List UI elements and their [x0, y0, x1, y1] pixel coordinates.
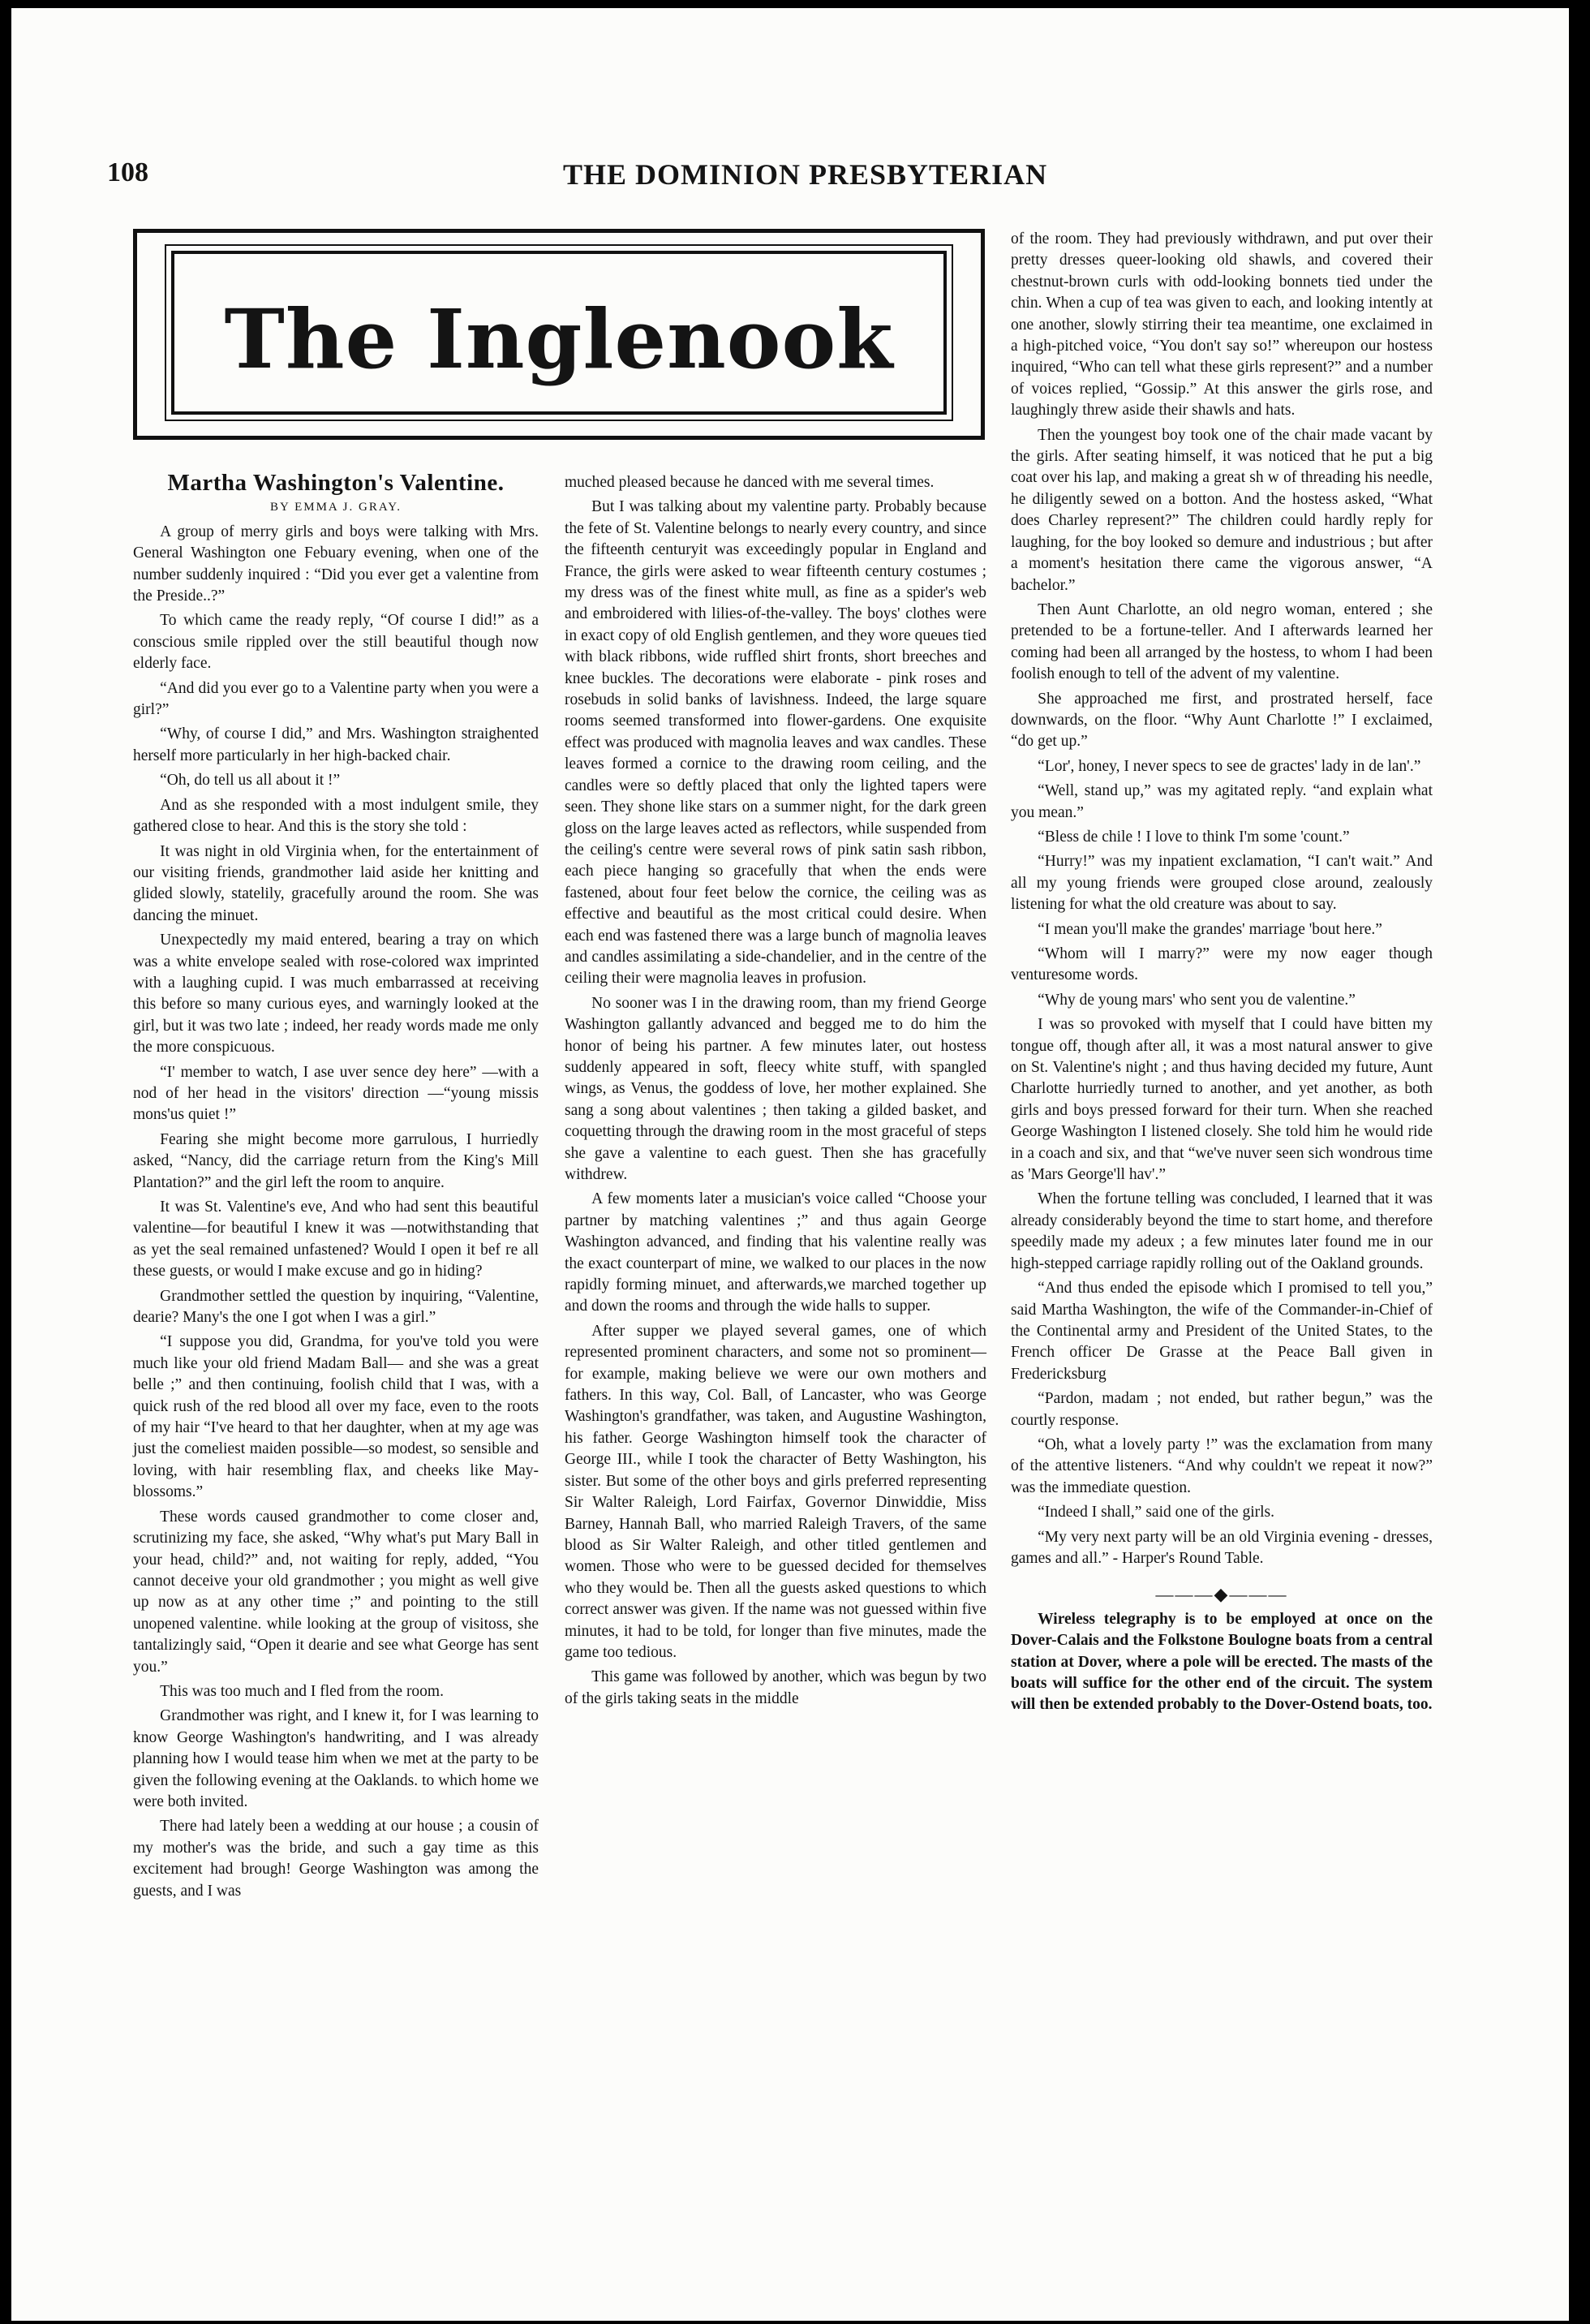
paragraph: “I mean you'll make the grandes' marriage 'bout here.”	[1038, 920, 1382, 938]
paragraph: “Lor', honey, I never specs to see de gractes' lady in de lan'.”	[1038, 757, 1421, 775]
paragraph: It was night in old Virginia when, for the entertainment of our visiting friends, grandmother laid aside her knitting and glided slowly, statelily, gracefully around the room. She was dancing the minuet.	[133, 842, 539, 924]
paragraph: This was too much and I fled from the room.	[160, 1682, 444, 1700]
article-title: Martha Washington's Valentine.	[167, 470, 505, 496]
paragraph: She approached me first, and prostrated herself, face downwards, on the floor. “Why Aunt Charlotte !” I exclaimed, “do get up.”	[1011, 690, 1433, 751]
paragraph: When the fortune telling was concluded, I learned that it was already considerably beyond the time to start home, and therefore speedily made my adeux ; a few minutes later found me in our high-stepped carriage rapidly rolling out of the Oakland grounds.	[1011, 1190, 1433, 1272]
paragraph: muched pleased because he danced with me several times.	[565, 474, 935, 491]
paragraph: No sooner was I in the drawing room, than my friend George Washington gallantly advanced and begged me to do him the honor of being his partner. A few minutes later, out hostess suddenly appeared in soft, fleecy white stuff, with spangled wings, as Venus, the goddess of love, her mother explained. She sang a song about valentines ; then taking a gilded basket, and coquetting through the drawing room in the most graceful of steps she gave a valentine to each guest. Then she has gracefully withdrew.	[565, 994, 986, 1183]
paragraph: “Hurry!” was my inpatient exclamation, “I can't wait.” And all my young friends were grouped close around, zealously listening for what the old creature was about to say.	[1011, 853, 1433, 914]
paragraph: of the room. They had previously withdrawn, and put over their pretty dresses queer-looking old shawls, and covered their chestnut-brown curls with odd-looking bonnets tied under the chin. When a cup of tea was given to each, and looking intently at one another, slowly stirring their tea meantime, one exclaimed in a high-pitched voice, “You don't say so!” whereupon our hostess inquired, “Who can tell what these girls represent?” and a number of voices replied, “Gossip.” At this answer the girls rose, and laughingly threw aside their shawls and hats.	[1011, 230, 1433, 420]
paragraph: Unexpectedly my maid entered, bearing a tray on which was a white envelope sealed with rose-colored wax imprinted with a laughing cupid. I was much embarrassed at receiving this before so many curious eyes, and warningly looked at the girl, but it was two late ; indeed, her ready words made me only the more conspicuous.	[133, 932, 539, 1057]
news-note: Wireless telegraphy is to be employed at once on the Dover-Calais and the Folkstone Boulogne boats from a central station at Dover, where a pole will be erected. The masts of the boats will suffice for the other end of the circuit. The system will then be extended probably to the Dover-Ostend boats, too.	[1011, 1610, 1433, 1714]
paragraph: A few moments later a musician's voice called “Choose your partner by matching valentines ;” and thus again George Washington advanced, and finding that his valentine really was the exact counterpart of mine, we walked to our places in the now rapidly forming minuet, and afterwards,we marched together up and down the rooms and through the wide halls to supper.	[565, 1190, 986, 1315]
paragraph: “Whom will I marry?” were my now eager though venturesome words.	[1011, 945, 1433, 984]
paragraph: These words caused grandmother to come closer and, scrutinizing my face, she asked, “Why what's put Mary Ball in your head, child?” and, not waiting for reply, added, “You cannot deceive your old grandmother ; you might as well give up now as at any other time ;” and pointing to the still unopened valentine. while looking at the group of visitoss, she tantalizingly said, “Open it dearie and see what George has sent you.”	[133, 1508, 539, 1676]
paragraph: “And did you ever go to a Valentine party when you were a girl?”	[133, 679, 539, 719]
paragraph: “I' member to watch, I ase uver sence dey here” —with a nod of her head in the visitors' direction —“young missis mons'us quiet !”	[133, 1063, 539, 1124]
paragraph: And as she responded with a most indulgent smile, they gathered close to hear. And this is the story she told :	[133, 796, 539, 836]
paragraph: “My very next party will be an old Virginia evening - dresses, games and all.” - Harper's Round Table.	[1011, 1528, 1433, 1567]
paragraph: I was so provoked with myself that I could have bitten my tongue off, though after all, it was a most natural answer to give on St. Valentine's night ; and thus having decided my future, Aunt Charlotte hurriedly turned to another, and yet another, as both girls and boys pressed forward for their turn. When she reached George Washington I listened closely. She told him he would ride in a coach and six, and that “we've nuver seen sich wondrous time as 'Mars George'll hav'.”	[1011, 1016, 1433, 1184]
paragraph: Grandmother settled the question by inquiring, “Valentine, dearie? Many's the one I got when I was a girl.”	[133, 1287, 539, 1327]
newspaper-page	[11, 8, 1569, 2321]
section-header-box	[133, 229, 985, 440]
paragraph: Then Aunt Charlotte, an old negro woman, entered ; she pretended to be a fortune-teller. And I afterwards learned her coming had been all arranged by the hostess, to whom I had been foolish enough to tell of the advent of my valentine.	[1011, 600, 1433, 683]
paragraph: “Why, of course I did,” and Mrs. Washington straighented herself more particularly in her high-backed chair.	[133, 725, 539, 764]
section-divider-ornament: ———◆———	[1155, 1584, 1288, 1605]
column-1	[133, 472, 539, 2160]
paragraph: After supper we played several games, one of which represented prominent characters, and some not so prominent—for example, making believe we were our own mothers and fathers. In this way, Col. Ball, of Lancaster, who was George Washington's grandfather, was taken, and Augustine Washington, his father. George Washington himself took the character of George III., while I took the character of Betty Washington, his sister. But some of the other boys and girls preferred representing Sir Walter Raleigh, Lord Fairfax, Governor Dinwiddie, Miss Barney, Hannah Ball, who married Raleigh Travers, of the same blood as Sir Walter Raleigh, and other titled gentlemen and women. Those who were to be guessed decided for themselves who they would be. Then all the guests asked questions to which correct answer was given. If the name was not guessed within five minutes, it had to be told, for longer than five minutes, made the game too tedious.	[565, 1322, 986, 1661]
paragraph: This game was followed by another, which was begun by two of the girls taking seats in the middle	[565, 1668, 986, 1707]
section-header-inner-frame	[171, 251, 947, 415]
column-3	[1011, 229, 1433, 2160]
paragraph: It was St. Valentine's eve, And who had sent this beautiful valentine—for beautiful I knew it was —notwithstanding that as yet the seal remained unfastened? Would I open it bef re all these guests, or would I make excuse and go in hiding?	[133, 1199, 539, 1280]
paragraph: There had lately been a wedding at our house ; a cousin of my mother's was the bride, and such a gay time as this excitement had brough! George Washington was among the guests, and I was	[133, 1818, 539, 1900]
page-number: 108	[107, 157, 148, 187]
paragraph: A group of merry girls and boys were talking with Mrs. General Washington one Febuary evening, when one of the number suddenly inquired : “Did you ever get a valentine from the Preside..?”	[133, 523, 539, 605]
paragraph: “Indeed I shall,” said one of the girls.	[1038, 1504, 1275, 1521]
paragraph: “Well, stand up,” was my agitated reply. “and explain what you mean.”	[1011, 782, 1433, 821]
paragraph: “And thus ended the episode which I promised to tell you,” said Martha Washington, the wife of the Commander-in-Chief of the Continental army and President of the United States, to the French officer De Grasse at the Peace Ball given in Fredericksburg	[1011, 1280, 1433, 1383]
paragraph: “Why de young mars' who sent you de valentine.”	[1038, 991, 1356, 1009]
section-title: The Inglenook	[224, 291, 894, 387]
paragraph: “Oh, what a lovely party !” was the exclamation from many of the attentive listeners. “And why couldn't we repeat it now?” was the immediate question.	[1011, 1435, 1433, 1496]
paragraph: To which came the ready reply, “Of course I did!” as a conscious smile rippled over the still beautiful though now elderly face.	[133, 612, 539, 673]
paragraph: “Oh, do tell us all about it !”	[160, 772, 341, 790]
paragraph: Fearing she might become more garrulous, I hurriedly asked, “Nancy, did the carriage return from the King's Mill Plantation?” and the girl left the room to anquire.	[133, 1130, 539, 1191]
paragraph: “Bless de chile ! I love to think I'm some 'count.”	[1038, 828, 1350, 846]
paragraph: “Pardon, madam ; not ended, but rather begun,” was the courtly response.	[1011, 1390, 1433, 1429]
paragraph: Grandmother was right, and I knew it, for I was learning to know George Washington's handwriting, and I was already planning how I would tease him when we met at the party to be given the following evening at the Oaklands. to which home we were both invited.	[133, 1707, 539, 1810]
paragraph: But I was talking about my valentine party. Probably because the fete of St. Valentine belongs to nearly every country, and since the fifteenth centuryit was exceedingly popular in England and France, the girls were asked to wear fifteenth century costumes ; my dress was of the finest white mull, as fine as a spider's web and embroidered with lilies-of-the-valley. The boys' clothes were in exact copy of old English gentlemen, and they wore queues tied with black ribbons, wide ruffled shirt fronts, short breeches and knee buckles. The decorations were elaborate - pink roses and rosebuds in solid banks of lavishness. Indeed, the large square rooms seemed transformed into flower-gardens. One exquisite effect was produced with magnolia leaves and wax candles. These leaves formed a cornice to the drawing room ceiling, and the candles were so deftly placed that only the lighted tapers were seen. They shone like stars on a summer night, for the dark green gloss on the large leaves acted as reflectors, while suspended from the ceiling's centre were several rows of pink satin sash ribbon, each piece hanging so gracefully that when the ends were fastened, about four feet below the cornice, the ceiling was as effective and beautiful as the most critical could desire. When each end was fastened there was a large bunch of magnolia leaves and candles assimilating a side-chandelier, and in the centre of the ceiling their were magnolia leaves in profusion.	[565, 498, 986, 988]
running-head: THE DOMINION PRESBYTERIAN	[563, 158, 1048, 191]
paragraph: Then the youngest boy took one of the chair made vacant by the girls. After seating himself, it was noticed that he put a big coat over his lap, and making a great sh w of threading his needle, he diligently sewed on a botton. And the hostess asked, “What does Charley represent?” The children could hardly reply for laughing, for the boy looked so demure and industrious ; but after a moment's hesitation there came the vigorous answer, “A bachelor.”	[1011, 426, 1433, 594]
article-byline: BY EMMA J. GRAY.	[270, 501, 402, 514]
paragraph: “I suppose you did, Grandma, for you've told you were much like your old friend Madam Ball— and she was a great belle ;” and then continuing, foolish child that I was, with a quick rush of the red blood all over my face, even to the roots of my hair “I've heard to that her daughter, when at my age was just the comeliest maiden possible—so modest, so sensible and loving, with hair resembling flax, and cheeks like May-blossoms.”	[133, 1333, 539, 1501]
column-2	[565, 472, 986, 2160]
